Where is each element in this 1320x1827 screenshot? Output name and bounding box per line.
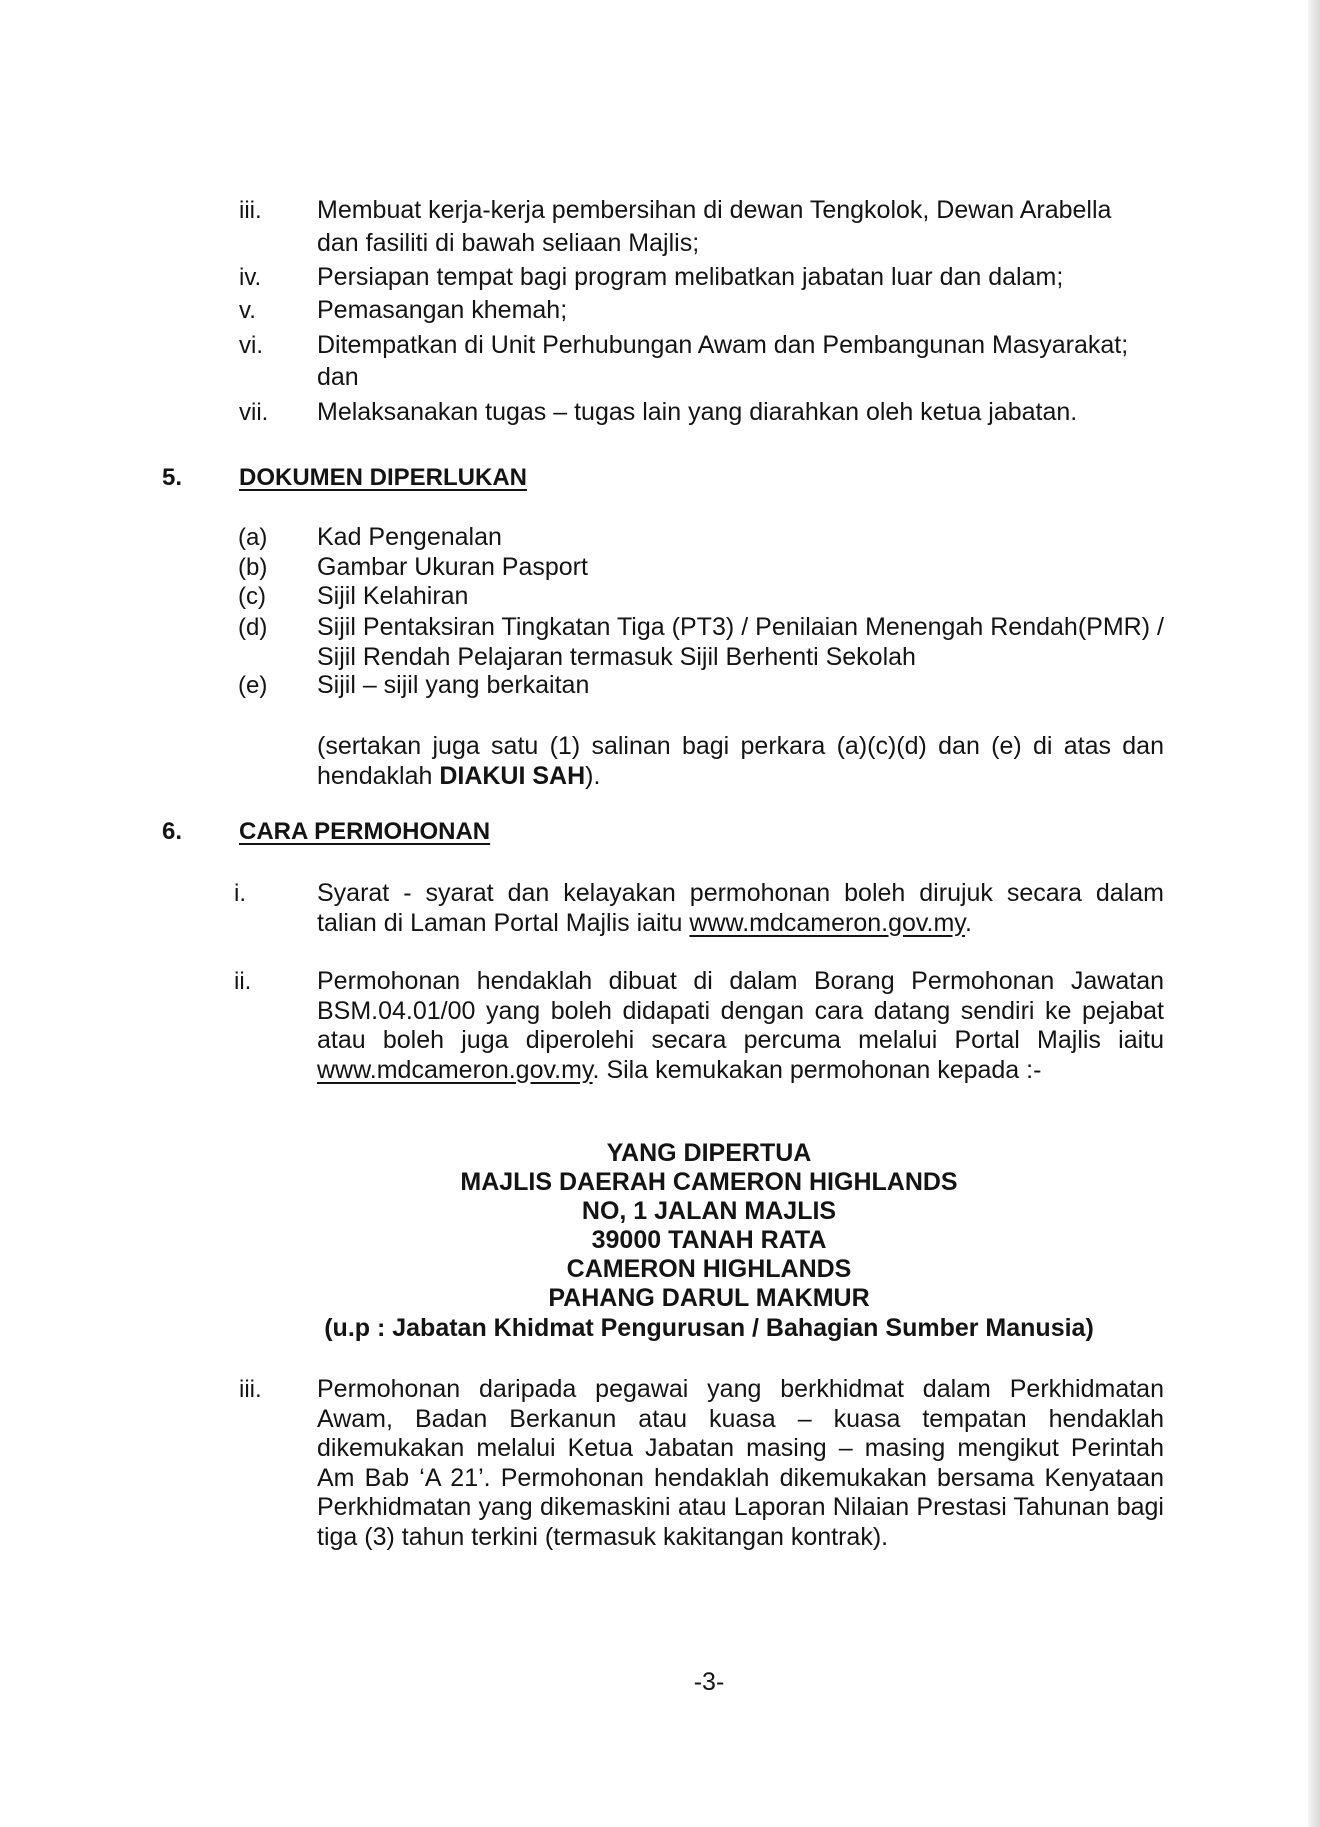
address-line: PAHANG DARUL MAKMUR	[548, 1284, 870, 1313]
list-number: vi.	[239, 332, 263, 359]
document-item: Kad Pengenalan	[317, 523, 502, 551]
section-title-text: DOKUMEN DIPERLUKAN	[239, 464, 527, 491]
item-text: Syarat - syarat dan kelayakan permohonan boleh dirujuk secara dalam talian di Laman Portal Majlis iaitu	[317, 879, 1164, 937]
section-number: 5.	[162, 464, 183, 491]
application-item	[317, 879, 1164, 938]
document-item: Gambar Ukuran Pasport	[317, 553, 588, 581]
item-label: (d)	[238, 614, 268, 641]
address-line: 39000 TANAH RATA	[591, 1226, 827, 1255]
address-line: CAMERON HIGHLANDS	[566, 1255, 852, 1284]
duty-line: dan	[317, 363, 359, 391]
section-number: 6.	[162, 818, 183, 845]
page-number: -3-	[693, 1668, 725, 1696]
item-end: . Sila kemukakan permohonan kepada :-	[592, 1055, 1042, 1084]
list-number: vii.	[239, 399, 269, 426]
note-emphasis: DIAKUI SAH	[439, 761, 586, 790]
document-item: Sijil – sijil yang berkaitan	[317, 671, 590, 699]
document-item: Sijil Kelahiran	[317, 582, 469, 610]
mailing-address	[0, 1139, 1320, 1343]
address-line: (u.p : Jabatan Khidmat Pengurusan / Bahagian Sumber Manusia)	[324, 1313, 1094, 1342]
address-line: MAJLIS DAERAH CAMERON HIGHLANDS	[460, 1168, 958, 1197]
page-edge-shadow	[1308, 0, 1320, 1827]
section-title-text: CARA PERMOHONAN	[239, 818, 491, 845]
duty-line: Ditempatkan di Unit Perhubungan Awam dan Pembangunan Masyarakat;	[317, 331, 1129, 359]
address-line: NO, 1 JALAN MAJLIS	[581, 1197, 837, 1226]
list-number: iii.	[239, 1376, 262, 1403]
duty-line: dan fasiliti di bawah seliaan Majlis;	[317, 229, 700, 257]
note-end: ).	[585, 761, 601, 790]
document-note	[317, 732, 1164, 791]
list-number: ii.	[234, 968, 252, 995]
portal-link[interactable]: www.mdcameron.gov.my	[317, 1055, 593, 1084]
duty-line: Melaksanakan tugas – tugas lain yang diarahkan oleh ketua jabatan.	[317, 398, 1078, 426]
item-label: (c)	[238, 583, 266, 610]
application-item: Permohonan daripada pegawai yang berkhidmat dalam Perkhidmatan Awam, Badan Berkanun atau kuasa – kuasa tempatan hendaklah dikemukakan melalui Ketua Jabatan masing – masing mengikut Perintah Am Bab ‘A 21’. Permohonan hendaklah dikemukakan bersama Kenyataan Perkhidmatan yang dikemaskini atau Laporan Nilaian Prestasi Tahunan bagi tiga (3) tahun terkini (termasuk kakitangan kontrak).	[317, 1375, 1164, 1551]
item-text: Permohonan hendaklah dibuat di dalam Borang Permohonan Jawatan BSM.04.01/00 yang boleh didapati dengan cara datang sendiri ke pejabat atau boleh juga diperolehi secara percuma melalui Portal Majlis iaitu	[317, 967, 1164, 1054]
address-line: YANG DIPERTUA	[606, 1139, 812, 1167]
duty-line: Pemasangan khemah;	[317, 296, 568, 324]
document-item: Sijil Pentaksiran Tingkatan Tiga (PT3) / Penilaian Menengah Rendah(PMR) / Sijil Rendah Pelajaran termasuk Sijil Berhenti Sekolah	[317, 613, 1164, 671]
list-number: i.	[234, 880, 246, 907]
item-label: (e)	[238, 672, 268, 699]
item-label: (a)	[238, 524, 268, 551]
application-item	[317, 967, 1164, 1085]
list-number: v.	[239, 297, 256, 324]
section-title	[239, 817, 490, 846]
duty-line: Persiapan tempat bagi program melibatkan jabatan luar dan dalam;	[317, 263, 1064, 291]
list-number: iv.	[239, 264, 262, 291]
section-title	[239, 463, 527, 492]
portal-link[interactable]: www.mdcameron.gov.my	[689, 908, 965, 937]
note-text: (sertakan juga satu (1) salinan bagi perkara (a)(c)(d) dan (e) di atas dan hendaklah	[317, 732, 1164, 790]
item-end: .	[964, 908, 972, 937]
item-label: (b)	[238, 554, 268, 581]
duty-line: Membuat kerja-kerja pembersihan di dewan Tengkolok, Dewan Arabella	[317, 196, 1112, 224]
list-number: iii.	[239, 197, 262, 224]
